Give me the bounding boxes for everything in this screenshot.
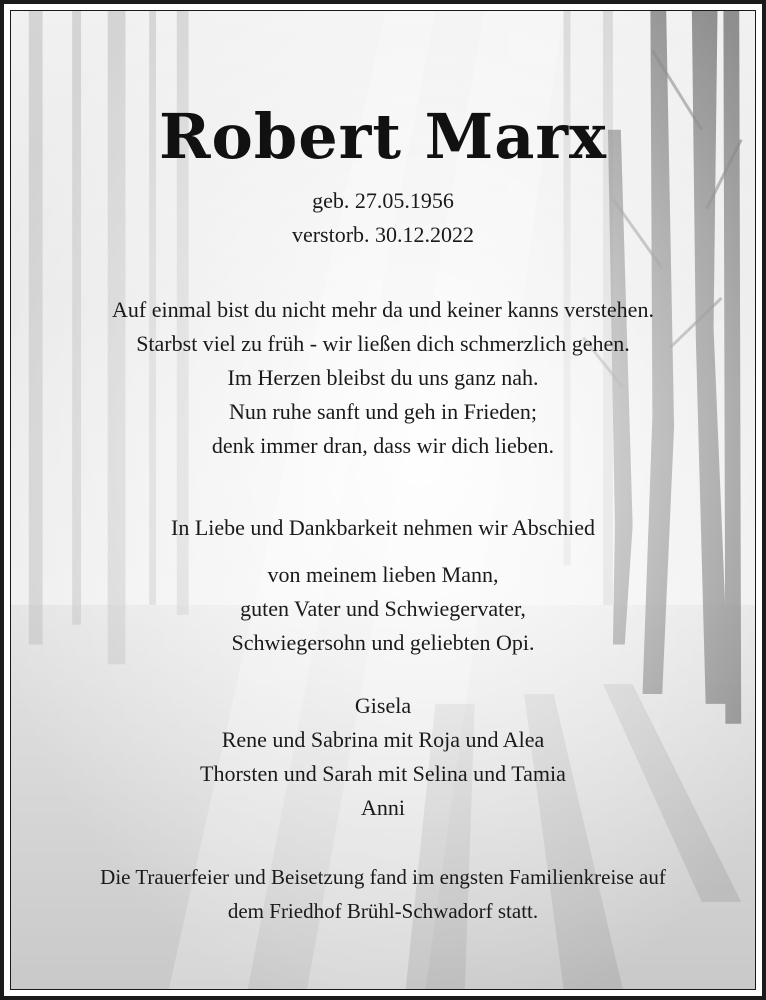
death-date: verstorb. 30.12.2022 — [291, 222, 475, 247]
deceased-name: Robert Marx — [159, 100, 607, 173]
mourner-name: Thorsten und Sarah mit Selina und Tamia — [200, 761, 566, 786]
mourner-name: Gisela — [354, 693, 412, 718]
funeral-info-line: Die Trauerfeier und Beisetzung fand im engsten Familienkreise auf — [100, 865, 666, 889]
funeral-info-line: dem Friedhof Brühl-Schwadorf statt. — [227, 899, 539, 923]
poem-line: denk immer dran, dass wir dich lieben. — [211, 433, 555, 458]
poem-line: Nun ruhe sanft und geh in Frieden; — [229, 399, 537, 424]
obituary-text — [11, 11, 755, 989]
relation-line: von meinem lieben Mann, — [267, 562, 499, 587]
mourner-name: Anni — [361, 795, 405, 820]
mourner-name: Rene und Sabrina mit Roja und Alea — [221, 727, 545, 752]
poem-line: Auf einmal bist du nicht mehr da und keiner kanns verstehen. — [112, 297, 654, 322]
farewell-line: In Liebe und Dankbarkeit nehmen wir Abschied — [171, 515, 595, 540]
poem-line: Starbst viel zu früh - wir ließen dich schmerzlich gehen. — [136, 331, 630, 356]
relation-line: guten Vater und Schwiegervater, — [240, 596, 526, 621]
obituary-card — [10, 10, 756, 990]
poem-line: Im Herzen bleibst du uns ganz nah. — [227, 365, 539, 390]
relation-line: Schwiegersohn und geliebten Opi. — [231, 630, 535, 655]
birth-date: geb. 27.05.1956 — [312, 188, 454, 213]
